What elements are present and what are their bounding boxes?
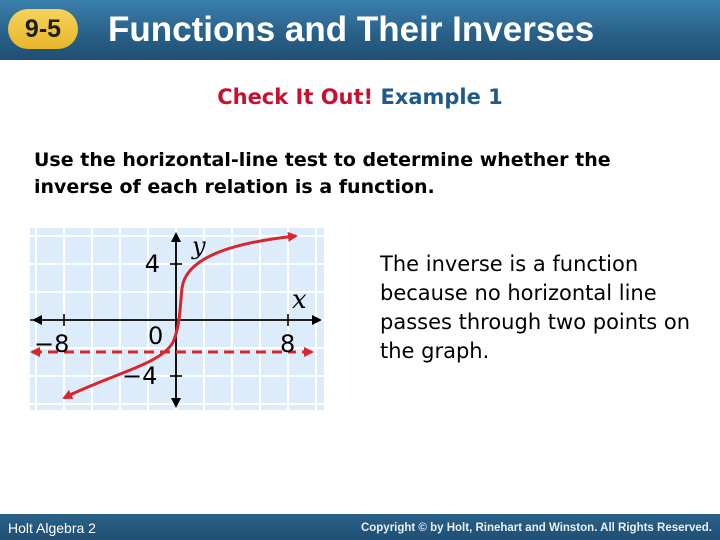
footer-bar xyxy=(0,514,720,540)
footer-copyright: Copyright © by Holt, Rinehart and Winston. All Rights Reserved. xyxy=(360,522,712,534)
x-tick-label-left: −8 xyxy=(34,330,70,358)
example-heading xyxy=(0,84,720,110)
footer-course: Holt Algebra 2 xyxy=(8,520,96,536)
example-lead: Check It Out! xyxy=(217,85,374,109)
origin-label: 0 xyxy=(148,322,164,350)
problem-prompt: Use the horizontal-line test to determine whether the inverse of each relation is a function. xyxy=(34,149,611,198)
graph-svg xyxy=(30,228,324,410)
coordinate-graph xyxy=(30,228,324,410)
y-tick-label-top: 4 xyxy=(144,250,160,278)
x-tick-label-right: 8 xyxy=(280,330,296,358)
lesson-badge: 9-5 xyxy=(8,9,78,49)
answer-text: The inverse is a function because no horizontal line passes through two points on the graph. xyxy=(380,252,691,363)
example-label: Example 1 xyxy=(380,85,503,109)
y-tick-label-bottom: −4 xyxy=(122,362,158,390)
header-bar xyxy=(0,0,720,60)
page-title: Functions and Their Inverses xyxy=(108,10,595,49)
x-axis-label: x xyxy=(292,285,307,315)
y-axis-label: y xyxy=(192,232,206,260)
